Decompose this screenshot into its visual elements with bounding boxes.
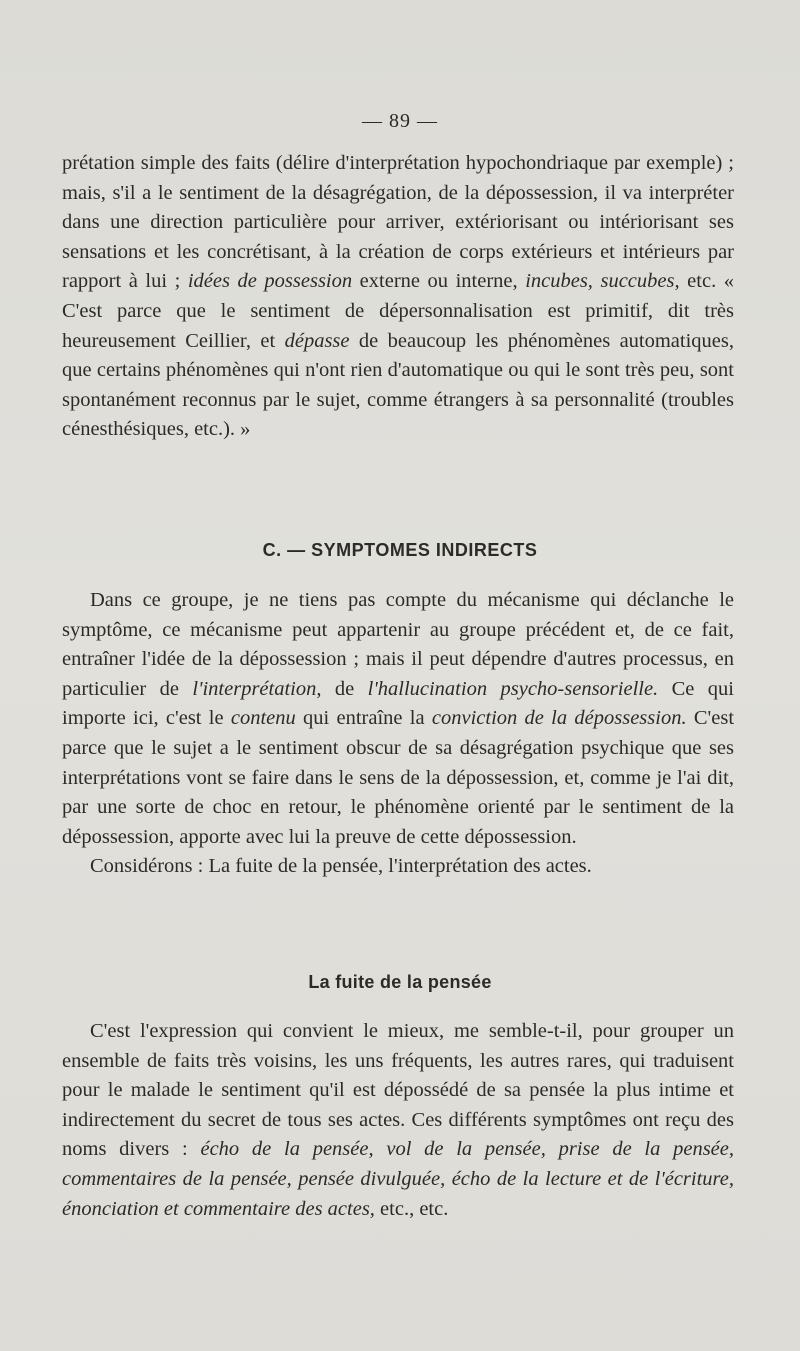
paragraph-1-text-b: externe ou interne, [352, 270, 526, 293]
paragraph-2-italic-d: conviction de la dépossession. [431, 707, 687, 730]
section-heading-symptomes-indirects: C. — SYMPTOMES INDIRECTS [262, 540, 538, 560]
paragraph-2-italic-a: l'interprétation, [192, 677, 322, 700]
section-heading-fuite-pensee: La fuite de la pensée [308, 972, 492, 992]
paragraph-1-text-c: etc. « C'est parce que le sentiment de dépersonnalisation est primitif, dit très heureusement Ceillier, et [62, 270, 734, 352]
paragraph-2 [62, 586, 734, 882]
paragraph-4-text-a: C'est l'expression qui convient le mieux, me semble-t-il, pour grouper un ensemble de faits très voisins, les uns fréquents, les autres rares, qui traduisent pour le malade le sentiment qu'il est dépossédé de sa pensée la plus intime et indirectement du secret de tous ses actes. Ces différents symptômes ont reçu des noms divers : [62, 1020, 734, 1161]
paragraph-2-text-a: Dans ce groupe, je ne tiens pas compte du mécanisme qui déclanche le symptôme, ce mécanisme peut appartenir au groupe précédent et, de ce fait, entraîner l'idée de la dépossession ; mais il peut dépendre d'autres processus, en particulier de [62, 589, 734, 700]
paragraph-2-text-c: Ce qui importe ici, c'est le [62, 677, 734, 730]
paragraph-1-italic-a: idées de possession [187, 270, 353, 293]
paragraph-1-italic-c: dépasse [284, 329, 350, 352]
paragraph-2-text-d: qui entraîne la [295, 707, 432, 730]
paragraph-4 [62, 1017, 734, 1224]
paragraph-2-italic-b: l'hallucination psycho-sensorielle. [367, 677, 659, 700]
paragraph-1-italic-b: incubes, succubes, [525, 270, 680, 293]
paragraph-4-text-b: etc., etc. [374, 1197, 449, 1220]
paragraph-4-italic-a: écho de la pensée, vol de la pensée, prise de la pensée, commentaires de la pensée, pensée divulguée, écho de la lecture et de l'écriture, énonciation et commentaire des actes, [62, 1138, 735, 1220]
paragraph-2-italic-c: contenu [230, 707, 296, 730]
page-number: — 89 — [362, 110, 438, 132]
paragraph-1-text-d: de beaucoup les phénomènes automatiques, que certains phénomènes qui n'ont rien d'automatique ou qui le sont très peu, sont spontanément reconnus par le sujet, comme étrangers à sa personnalité (troubles cénesthésiques, etc.). » [62, 329, 735, 441]
paragraph-1 [62, 149, 734, 445]
paragraph-1-text-a: prétation simple des faits (délire d'interprétation hypochondriaque par exemple) ; mais, s'il a le sentiment de la désagrégation, de la dépossession, il va interpréter dans une direction particulière pour arriver, extériorisant ou intériorisant ses sensations et les concrétisant, à la création de corps extérieurs et intérieurs par rapport à lui ; [62, 152, 734, 293]
paragraph-2-text-e: C'est parce que le sujet a le sentiment obscur de sa désagrégation psychique que ses interprétations vont se faire dans le sens de la dépossession, et, comme je l'ai dit, par une sorte de choc en retour, le phénomène orienté par le sentiment de la dépossession, apporte avec lui la preuve de cette dépossession. [62, 707, 735, 848]
paragraph-3: Considérons : La fuite de la pensée, l'interprétation des actes. [90, 855, 592, 878]
paragraph-2-text-b: de [321, 677, 368, 700]
